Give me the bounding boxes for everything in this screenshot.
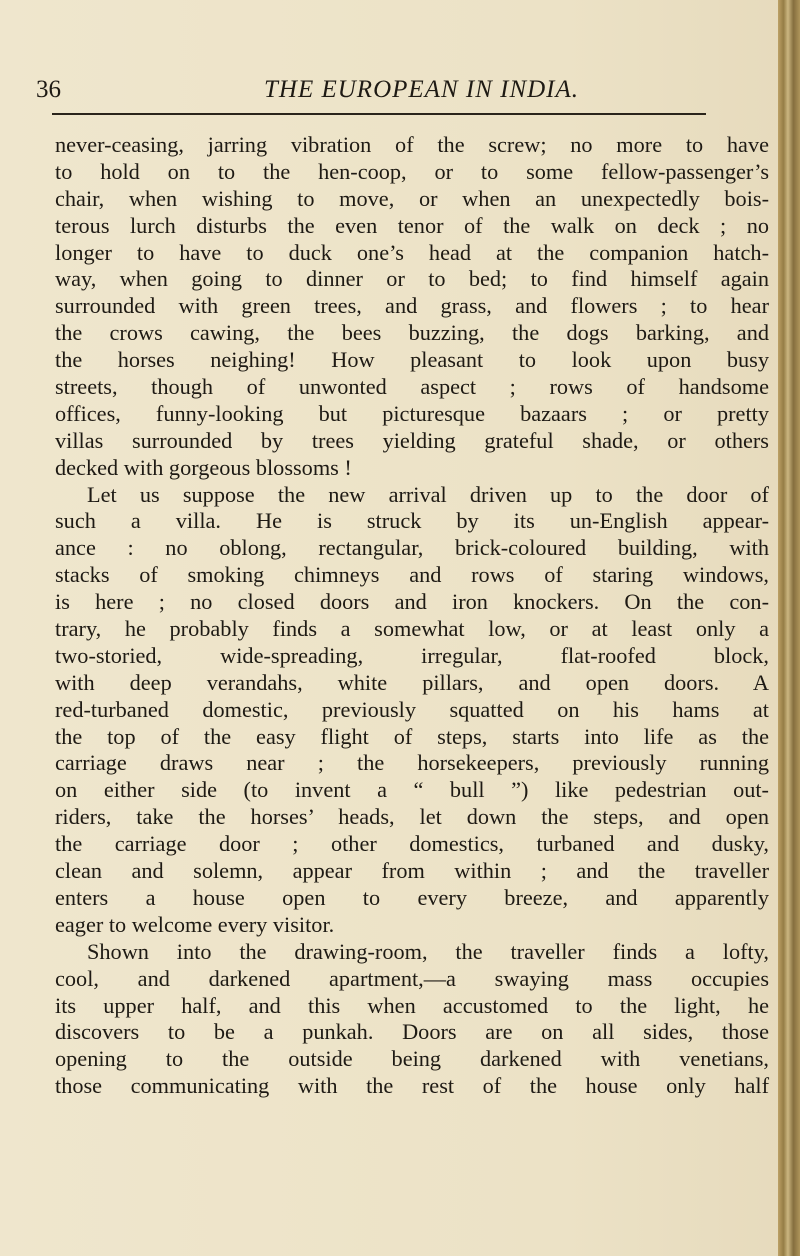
running-title: THE EUROPEAN IN INDIA. — [264, 76, 580, 103]
text-line: offices, funny-looking but picturesque bazaars ; or pretty — [55, 400, 769, 426]
page-number: 36 — [36, 76, 61, 103]
text-line: longer to have to duck one’s head at the companion hatch- — [55, 239, 769, 265]
text-line: eager to welcome every visitor. — [55, 911, 335, 937]
page-header — [36, 76, 756, 116]
text-line: red-turbaned domestic, previously squatted on his hams at — [55, 696, 769, 722]
text-line: carriage draws near ; the horsekeepers, previously running — [55, 750, 769, 776]
text-line: such a villa. He is struck by its un-English appear- — [55, 508, 769, 534]
text-line: two-storied, wide-spreading, irregular, flat-roofed block, — [55, 642, 769, 668]
text-line: trary, he probably finds a somewhat low, or at least only a — [55, 616, 769, 642]
text-line: riders, take the horses’ heads, let down the steps, and open — [55, 804, 769, 830]
text-line: villas surrounded by trees yielding grateful shade, or others — [55, 427, 769, 453]
text-line: the carriage door ; other domestics, turbaned and dusky, — [55, 831, 769, 857]
text-line: the top of the easy flight of steps, starts into life as the — [55, 723, 769, 749]
text-line: enters a house open to every breeze, and apparently — [55, 884, 769, 910]
text-line: those communicating with the rest of the house only half — [55, 1073, 769, 1099]
paragraph-start-line: Let us suppose the new arrival driven up to the door of — [87, 481, 769, 507]
text-line: opening to the outside being darkened with venetians, — [55, 1046, 769, 1072]
text-line: the horses neighing! How pleasant to look upon busy — [55, 347, 769, 373]
paragraph-start-line: Shown into the drawing-room, the traveller finds a lofty, — [87, 938, 769, 964]
text-line: ance : no oblong, rectangular, brick-coloured building, with — [55, 535, 769, 561]
text-line: chair, when wishing to move, or when an unexpectedly bois- — [55, 185, 769, 211]
page-edge — [778, 0, 800, 1256]
text-line: never-ceasing, jarring vibration of the screw; no more to have — [55, 132, 769, 157]
text-line: on either side (to invent a “ bull ”) like pedestrian out- — [55, 777, 769, 803]
text-line: the crows cawing, the bees buzzing, the dogs barking, and — [55, 320, 769, 346]
text-line: clean and solemn, appear from within ; and the traveller — [55, 858, 769, 884]
text-line: stacks of smoking chimneys and rows of staring windows, — [55, 562, 769, 588]
text-line: is here ; no closed doors and iron knockers. On the con- — [55, 589, 769, 615]
text-line: to hold on to the hen-coop, or to some fellow-passenger’s — [55, 158, 769, 184]
header-rule — [52, 113, 706, 115]
text-line: with deep verandahs, white pillars, and open doors. A — [55, 669, 769, 695]
text-line: cool, and darkened apartment,—a swaying mass occupies — [55, 965, 769, 991]
text-line: streets, though of unwonted aspect ; rows of handsome — [55, 374, 769, 400]
body-text — [55, 132, 769, 1100]
text-line: surrounded with green trees, and grass, and flowers ; to hear — [55, 293, 769, 319]
text-line: its upper half, and this when accustomed to the light, he — [55, 992, 769, 1018]
text-line: way, when going to dinner or to bed; to find himself again — [55, 266, 769, 292]
text-line: terous lurch disturbs the even tenor of the walk on deck ; no — [55, 212, 769, 238]
text-line: decked with gorgeous blossoms ! — [55, 454, 352, 480]
text-line: discovers to be a punkah. Doors are on all sides, those — [55, 1019, 769, 1045]
